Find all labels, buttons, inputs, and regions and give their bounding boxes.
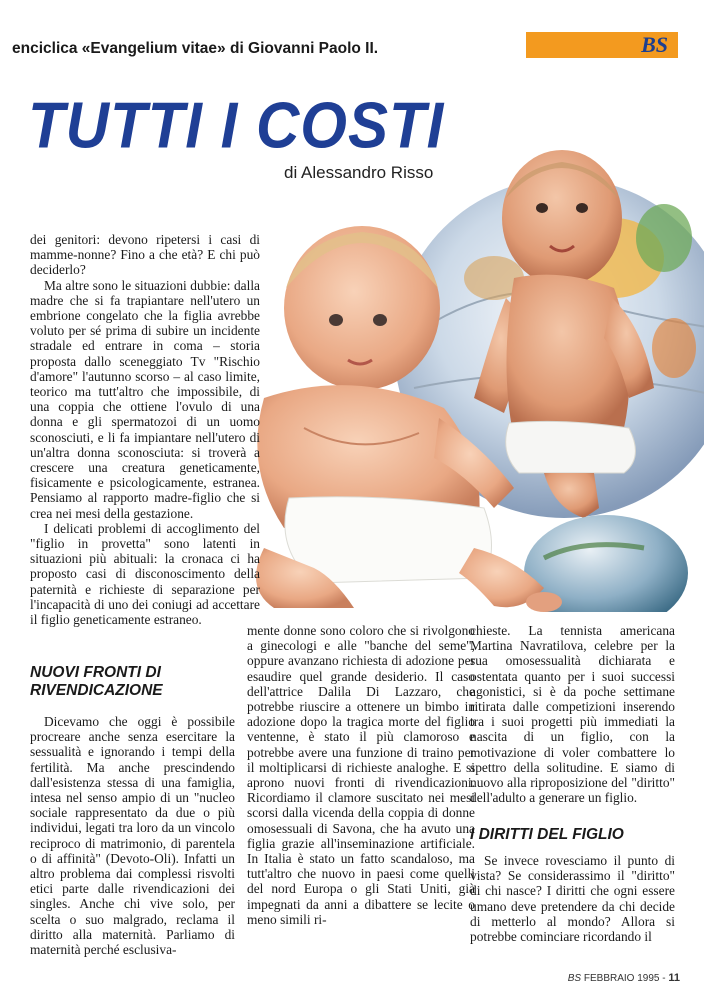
body-column-3 <box>247 623 475 927</box>
kicker-line: enciclica «Evangelium vitae» di Giovanni Paolo II. <box>12 40 379 57</box>
body-column-2 <box>30 714 235 957</box>
paragraph: dei genitori: devono ripetersi i casi di mamme-nonne? Fino a che età? E chi può deciderlo? <box>30 232 260 278</box>
paragraph: Dicevamo che oggi è possibile procreare anche senza esercitare la sessualità e ignorando i tempi della fertilità. Ma anche prescindendo dall'esistenza stessa di una famiglia, intesa nel senso ampio di un "nucleo sociale rappresentato da due o più individui, legati tra loro da un vincolo reciproco di matrimonio, di parentela o di affinità" (Devoto-Oli). Infatti un altro problema dai complessi risvolti etici parte dalle rivendicazioni dei singles. Anche chi vive solo, per scelta o suo malgrado, reclama il diritto alla maternità. Parliamo di maternità perché esclusiva- <box>30 714 235 958</box>
footer-publication: BS <box>567 973 582 984</box>
paragraph: mente donne sono coloro che si rivolgono a ginecologi e alle "banche del seme", oppure avanzano richiesta di adozione per esaudire quel grande desiderio. Il caso dell'attrice Dalila Di Lazzaro, che potrebbe riuscire a ottenere un bimbo in adozione dopo la tragica morte del figlio ventenne, è stato il più clamoroso e potrebbe avere una funzione di traino per il moltiplicarsi di richieste analoghe. E si aprono nuovi fronti di rivendicazioni. Ricordiamo il clamore suscitato nei mesi scorsi dalla vicenda della coppia di donne omosessuali di Savona, che ha avuto una figlia grazie all'inseminazione artificiale. In Italia è stato un fatto scandaloso, ma tutt'altro che nuovo in paesi come quelli del nord Europa o gli Stati Uniti, già impegnati da anni a dibattere se lecite o meno simili ri- <box>247 623 475 927</box>
body-column-1 <box>30 232 260 627</box>
article-byline: di Alessandro Risso <box>284 163 434 182</box>
article-title: TUTTI I COSTI <box>28 89 445 162</box>
paragraph: Ma altre sono le situazioni dubbie: dalla madre che si fa trapiantare nell'utero un embrione congelato che la figlia avrebbe voluto per sé prima di subire un incidente stradale ed entrare in coma – storia proposta dallo sceneggiato Tv "Rischio d'amore" l'autunno scorso – al caso limite, teorico ma tutt'altro che impossibile, di una coppia che ottiene l'ovulo di una donna e gli spermatozoi di un uomo sconosciuti, e li fa impiantare nell'utero di un'altra donna sconosciuta: si troverà a crescere una creatura geneticamente, fisicamente e psicologicamente, estranea. Pensiamo al rapporto madre-figlio che si crea nei mesi della gestazione. <box>30 277 260 521</box>
section-badge <box>526 32 678 58</box>
babies-with-globe-photo <box>244 128 704 612</box>
footer-issue: FEBBRAIO 1995 - <box>583 973 666 984</box>
body-column-5 <box>470 853 675 944</box>
paragraph: I delicati problemi di accoglimento del "figlio in provetta" sono latenti in situazioni più abituali: la cronaca ci ha proposto casi di disconoscimento della paternità e richieste di separazione per l'incapacità di uno dei coniugi ad accettare il figlio geneticamente estraneo. <box>30 520 260 628</box>
paragraph: Se invece rovesciamo il punto di vista? Se considerassimo il "diritto" di chi nasce? I diritti che ogni essere umano deve pretendere da chi decide di metterlo al mondo? Allora si potrebbe cominciare ricordando il <box>470 853 675 945</box>
subheading-diritti-del-figlio: I DIRITTI DEL FIGLIO <box>470 826 624 843</box>
section-badge-label: BS <box>641 32 668 57</box>
subheading-nuovi-fronti: NUOVI FRONTI DI RIVENDICAZIONE <box>30 664 163 699</box>
page-number: 11 <box>668 972 680 984</box>
page-footer <box>550 972 680 984</box>
body-column-4 <box>470 623 675 805</box>
paragraph: chieste. La tennista americana Martina Navratilova, celebre per la sua omosessualità dichiarata e ostentata quanto per i suoi successi agonistici, si è da poche settimane ritirata dalle competizioni inserendo tra i suoi progetti più immediati la nascita di un figlio, con la motivazione di voler combattere lo spettro della solitudine. E siamo di nuovo alla riproposizione del "diritto" dell'adulto a generare un figlio. <box>470 623 675 806</box>
